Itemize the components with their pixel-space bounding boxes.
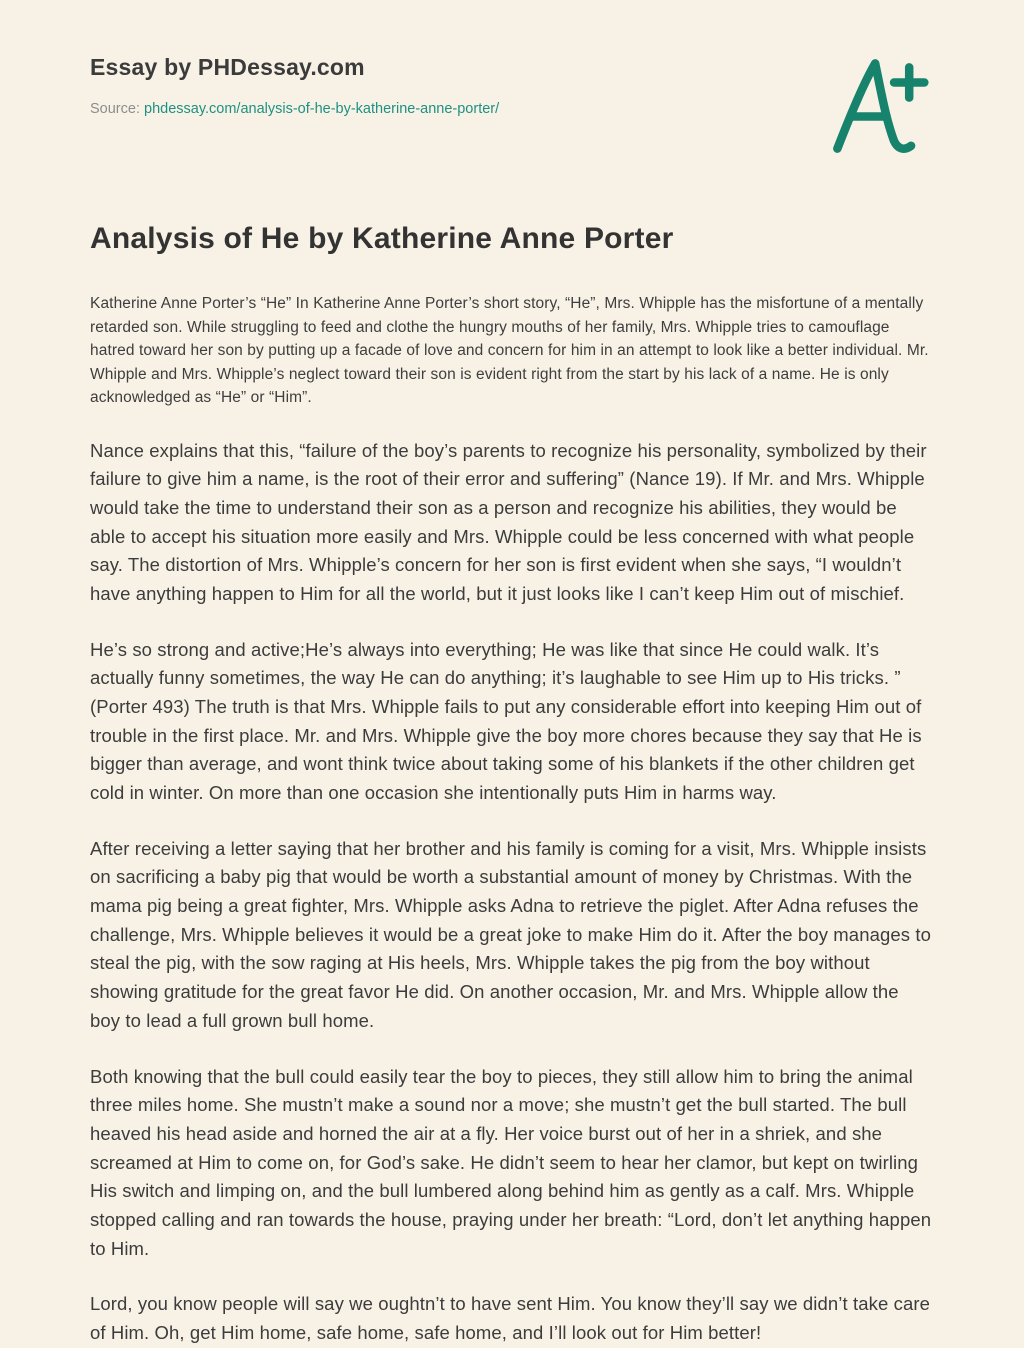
page-header: [90, 52, 934, 160]
phdessay-logo[interactable]: [826, 56, 930, 160]
article-title: Analysis of He by Katherine Anne Porter: [90, 222, 674, 255]
intro-paragraph: Katherine Anne Porter’s “He” In Katherine Anne Porter’s short story, “He”, Mrs. Whipple has the misfortune of a mentally retarded son. While struggling to feed and clothe the hungry mouths of her family, Mrs. Whipple tries to camouflage hatred toward her son by putting up a facade of love and concern for him in an attempt to look like a better individual. Mr. Whipple and Mrs. Whipple’s neglect toward their son is evident right from the start by his lack of a name. He is only acknowledged as “He” or “Him”.: [90, 295, 929, 407]
header-text-block: [90, 52, 499, 117]
a-plus-logo-icon: [826, 56, 930, 160]
source-url-link[interactable]: phdessay.com/analysis-of-he-by-katherine-anne-porter/: [144, 101, 500, 117]
body-paragraph: He’s so strong and active;He’s always into everything; He was like that since He could walk. It’s actually funny sometimes, the way He can do anything; it’s laughable to see Him up to His tricks. ” (Porter 493) The truth is that Mrs. Whipple fails to put any considerable effort into keeping Him out of trouble in the first place. Mr. and Mrs. Whipple give the boy more chores because they say that He is bigger than average, and wont think twice about taking some of his blankets if the other children get cold in winter. On more than one occasion she intentionally puts Him in harms way.: [90, 638, 922, 804]
body-paragraph: Both knowing that the bull could easily tear the boy to pieces, they still allow him to bring the animal three miles home. She mustn’t make a sound nor a move; she mustn’t get the bull started. The bull heaved his head aside and horned the air at a fly. Her voice burst out of her in a shriek, and she screamed at Him to come on, for God’s sake. He didn’t seem to hear her clamor, but kept on twirling His switch and limping on, and the bull lumbered along behind him as gently as a calf. Mrs. Whipple stopped calling and ran towards the house, praying under her breath: “Lord, don’t let anything happen to Him.: [90, 1065, 932, 1259]
body-paragraph: Nance explains that this, “failure of the boy’s parents to recognize his personality, symbolized by their failure to give him a name, is the root of their error and suffering” (Nance 19). If Mr. and Mrs. Whipple would take the time to understand their son as a person and recognize his abilities, they would be able to accept his situation more easily and Mrs. Whipple could be less concerned with what people say. The distortion of Mrs. Whipple’s concern for her son is first evident when she says, “I wouldn’t have anything happen to Him for all the world, but it just looks like I can’t keep Him out of mischief.: [90, 439, 927, 605]
body-paragraph: Lord, you know people will say we oughtn’t to have sent Him. You know they’ll say we didn’t take care of Him. Oh, get Him home, safe home, safe home, and I’ll look out for Him better!: [90, 1293, 930, 1343]
source-label: Source:: [90, 101, 144, 117]
source-line: [90, 101, 499, 117]
body-paragraph: After receiving a letter saying that her brother and his family is coming for a visit, Mrs. Whipple insists on sacrificing a baby pig that would be worth a substantial amount of money by Christmas. With the mama pig being a great fighter, Mrs. Whipple asks Adna to retrieve the piglet. After Adna refuses the challenge, Mrs. Whipple believes it would be a great joke to make Him do it. After the boy manages to steal the pig, with the sow raging at His heels, Mrs. Whipple takes the pig from the boy without showing gratitude for the great favor He did. On another occasion, Mr. and Mrs. Whipple allow the boy to lead a full grown bull home.: [90, 837, 931, 1031]
site-title: Essay by PHDessay.com: [90, 54, 365, 80]
